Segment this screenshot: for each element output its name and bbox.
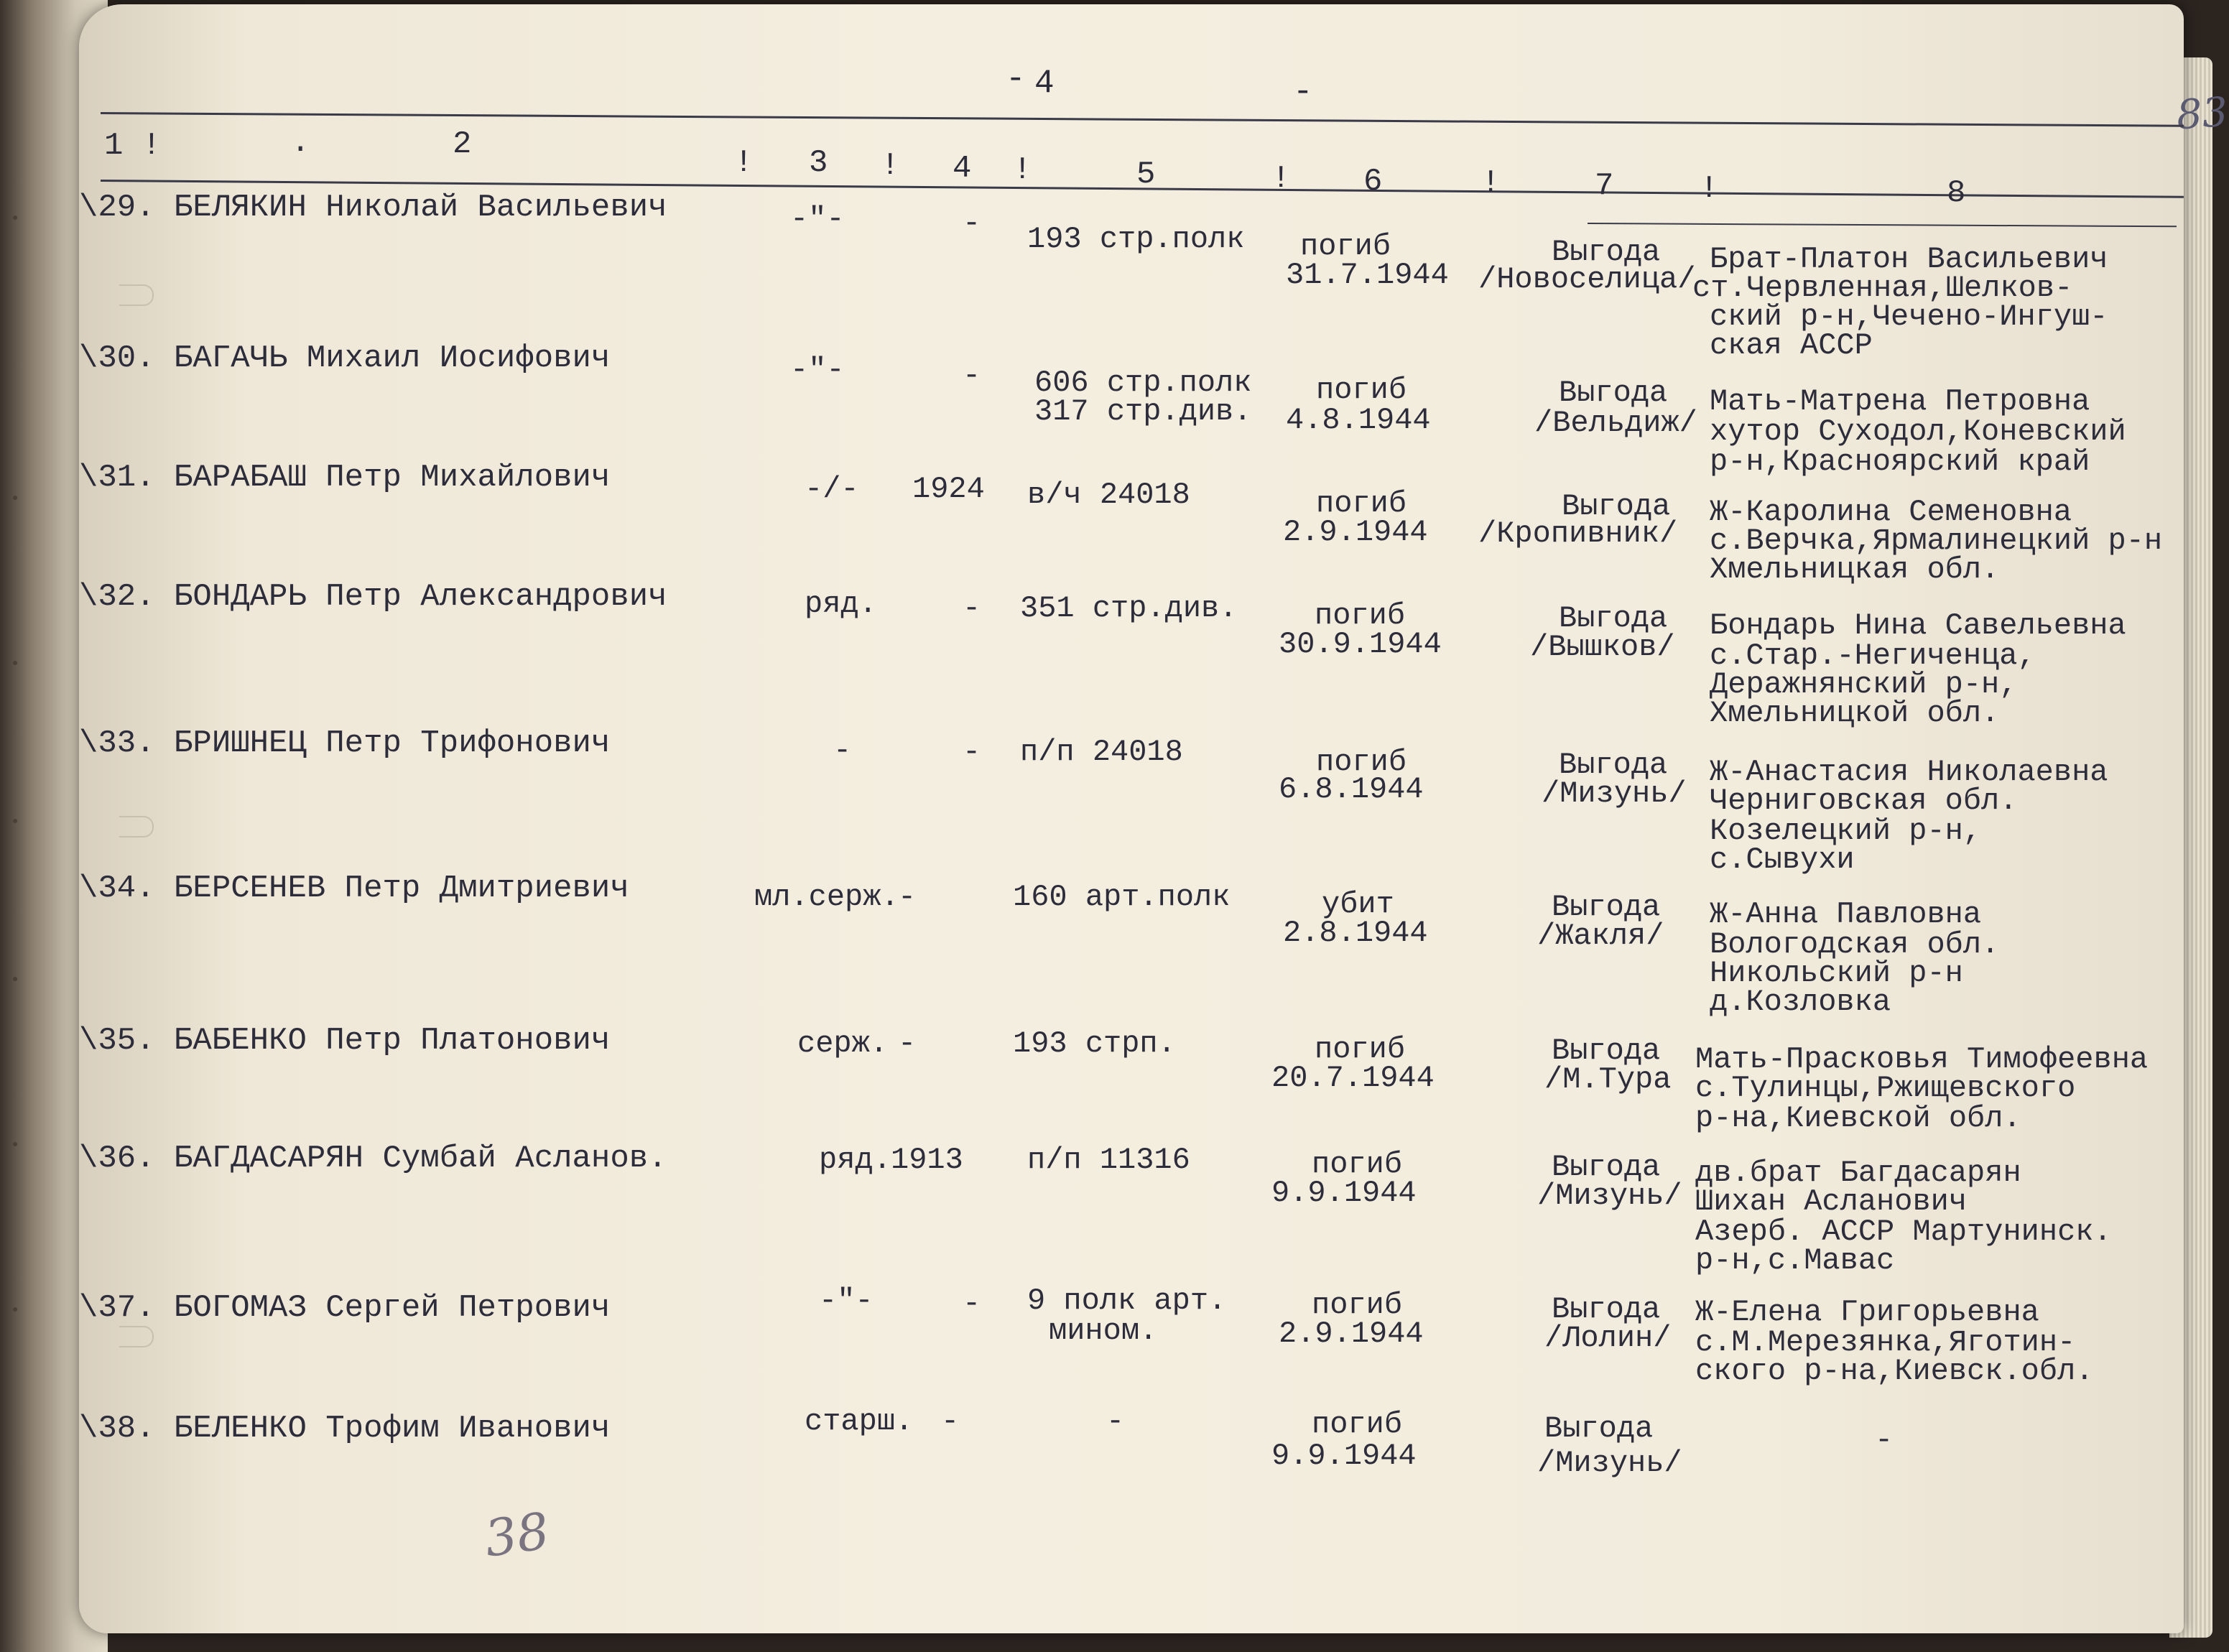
row-number: 35. [98,1023,155,1059]
fate-status: погиб [1315,598,1406,633]
fate-status: погиб [1300,229,1391,264]
rank: старш. [805,1404,914,1439]
birth-year: - [963,206,981,241]
burial-place: Выгода [1559,748,1668,782]
header-col-1: 1 ! [104,128,162,164]
page-number-dash-right: - [1293,73,1313,111]
burial-place: Выгода [1559,601,1668,636]
binding-dot [13,496,17,500]
fate-date: 2.8.1944 [1283,916,1428,950]
row-number: 30. [98,340,155,376]
row-number: 32. [98,579,155,615]
birth-year: - [941,1404,960,1439]
fate-status: убит [1322,887,1394,922]
rank: ряд. [819,1143,891,1177]
row-number: 34. [98,871,155,906]
kin-line: д.Козловка [1710,985,1891,1019]
fate-status: погиб [1312,1407,1403,1442]
row-number: 38. [98,1411,155,1447]
tick-mark: \ [79,460,98,496]
unit-line: 351 стр.див. [1020,591,1238,626]
binding-dot [13,1307,17,1312]
tick-mark: \ [79,1141,98,1177]
binding-stitch [119,816,154,837]
kin-line: Брат-Платон Васильевич [1710,242,2108,277]
person-name: БАРАБАШ Петр Михайлович [174,460,611,496]
header-col-7: 7 [1595,168,1614,204]
tick-mark: \ [79,579,98,615]
row-number: 31. [98,460,155,496]
tick-mark: \ [79,340,98,376]
page-number-dash-left: - [1006,60,1026,98]
burial-village: /Лолин/ [1544,1321,1672,1355]
unit-line: 193 стрп. [1013,1026,1176,1061]
kin-line: Ж-Анна Павловна [1710,897,1982,932]
kin-line: Никольский р-н [1710,956,1963,990]
birth-year: 1924 [912,472,985,506]
fate-date: 30.9.1944 [1279,627,1442,662]
kin-line: Ж-Каролина Семеновна [1710,495,2072,529]
kin-line: Деражнянский р-н, [1710,667,2018,702]
kin-line: Шихан Асланович [1695,1184,1968,1219]
rank: -/- [805,472,859,506]
fate-date: 2.9.1944 [1283,515,1428,549]
binding-dot [13,977,17,981]
kin-line: Бондарь Нина Савельевна [1710,608,2126,643]
kin-line: Ж-Анастасия Николаевна [1710,755,2108,789]
fate-date: 9.9.1944 [1271,1176,1417,1210]
kin-line: дв.брат Багдасарян [1695,1156,2021,1190]
fate-status: погиб [1316,373,1407,407]
header-separator: ! [1700,171,1719,207]
person-name: БОГОМАЗ Сергей Петрович [174,1290,611,1326]
kin-line: Хмельницкая обл. [1710,552,2000,587]
burial-place: Выгода [1552,1292,1661,1327]
kin-line: ст.Червленная,Шелков- [1692,271,2073,305]
rank: мл.серж. [754,880,899,914]
kin-line: р-н,с.Мавас [1695,1243,1895,1278]
fate-status: погиб [1316,486,1407,521]
header-col-3: 3 [809,145,828,181]
burial-village: /Вельдиж/ [1534,406,1697,440]
fate-date: 20.7.1944 [1271,1061,1435,1095]
burial-place: Выгода [1552,890,1661,924]
kin-line: Вологодская обл. [1710,927,2000,962]
fate-date: 31.7.1944 [1286,258,1449,292]
tick-mark: \ [79,1290,98,1326]
kin-line: с.Тулинцы,Ржищевского [1695,1071,2076,1105]
unit-line: 9 полк арт. [1027,1284,1227,1318]
header-separator: ! [1481,165,1501,201]
birth-year: - [898,1026,917,1061]
header-separator: ! [1013,152,1032,188]
birth-year: - [963,1286,981,1321]
unit-line: 317 стр.див. [1034,394,1252,429]
burial-village: /Мизунь/ [1537,1179,1682,1213]
person-name: БАГДАСАРЯН Сумбай Асланов. [174,1141,667,1177]
fate-status: погиб [1316,745,1407,779]
burial-place: Выгода [1559,376,1668,410]
person-name: БЕЛЕНКО Трофим Иванович [174,1411,611,1447]
burial-village: /Мизунь/ [1542,776,1687,811]
burial-village: /Вышков/ [1530,630,1675,664]
unit-line: - [1106,1404,1125,1439]
document-page [79,4,2229,1633]
fate-status: погиб [1315,1032,1406,1067]
rank: серж. [797,1026,889,1061]
row-number: 33. [98,725,155,761]
fate-status: погиб [1312,1147,1403,1182]
kin-line: ский р-н,Чечено-Ингуш- [1710,300,2108,334]
burial-place: Выгода [1562,489,1671,524]
header-top-rule [101,112,2184,127]
row-number: 37. [98,1290,155,1326]
handwritten-tally: 38 [481,1501,553,1569]
rank: -"- [819,1284,873,1318]
unit-line: п/п 24018 [1020,735,1183,769]
kin-line: ского р-на,Киевск.обл. [1695,1354,2094,1388]
header-separator: ! [734,145,754,181]
header-col-5: 5 [1136,157,1156,192]
birth-year: - [963,735,981,769]
person-name: БАБЕНКО Петр Платонович [174,1023,611,1059]
header-col-4: 4 [953,151,972,187]
birth-year: 1913 [891,1143,963,1177]
fate-date: 9.9.1944 [1271,1439,1417,1473]
burial-place: Выгода [1552,235,1661,269]
rank: - [833,733,852,768]
kin-line: Хмельницкой обл. [1710,696,2000,730]
tick-mark: \ [79,1411,98,1447]
tick-mark: \ [79,871,98,906]
rank: -"- [790,202,845,236]
unit-line: п/п 11316 [1027,1143,1190,1177]
tick-mark: \ [79,725,98,761]
kin-line: ская АССР [1710,328,1873,363]
birth-year: - [963,591,981,626]
header-col-2: 2 [453,126,472,162]
header-col-6: 6 [1363,164,1383,200]
kin-line: Мать-Матрена Петровна [1710,384,2090,419]
handwritten-sheet-number: 83 [2174,88,2229,139]
kin-line: с.М.Мерезянка,Яготин- [1695,1325,2076,1360]
row-number: 36. [98,1141,155,1177]
fate-date: 6.8.1944 [1279,772,1424,807]
burial-place: Выгода [1544,1411,1654,1446]
kin-line: с.Сывухи [1710,843,1855,877]
tick-mark: \ [79,190,98,226]
unit-line: в/ч 24018 [1027,478,1190,512]
birth-year: - [898,880,917,914]
fate-status: погиб [1312,1288,1403,1322]
fate-date: 4.8.1944 [1286,403,1431,437]
header-col-8: 8 [1947,175,1966,211]
rank: ряд. [805,587,877,621]
kin-line: Ж-Елена Григорьевна [1695,1295,2039,1330]
birth-year: - [963,358,981,393]
kin-line: р-на,Киевской обл. [1695,1101,2021,1136]
burial-village: /Мизунь/ [1537,1446,1682,1480]
kin-line: с.Стар.-Негиченца, [1710,639,2036,673]
person-name: БАГАЧЬ Михаил Иосифович [174,340,611,376]
unit-line: мином. [1049,1314,1158,1348]
unit-line: 193 стр.полк [1027,222,1245,256]
header-separator: ! [881,148,900,184]
kin-line: Козелецкий р-н, [1710,814,1982,848]
unit-line: 606 стр.полк [1034,366,1252,400]
binding-dot [13,819,17,823]
burial-place: Выгода [1552,1150,1661,1184]
burial-village: /Новоселица/ [1478,262,1696,297]
kin-line: с.Верчка,Ярмалинецкий р-н [1710,524,2163,558]
fate-date: 2.9.1944 [1279,1317,1424,1351]
binding-dot [13,1142,17,1146]
page-number: 4 [1034,65,1055,102]
burial-place: Выгода [1552,1034,1661,1068]
person-name: БЕЛЯКИН Николай Васильевич [174,190,667,226]
kin-line: Черниговская обл. [1710,784,2018,818]
rank: -"- [790,353,845,387]
kin-line: Азерб. АССР Мартунинск. [1695,1215,2112,1249]
kin-line: хутор Суходол,Коневский [1710,414,2126,449]
burial-village: /Жакля/ [1537,919,1664,953]
burial-village: /М.Тура [1544,1062,1672,1097]
person-name: БЕРСЕНЕВ Петр Дмитриевич [174,871,629,906]
tick-mark: \ [79,1023,98,1059]
header-bottom-rule-right [1588,223,2177,227]
kin-line: - [1875,1423,1894,1457]
person-name: БОНДАРЬ Петр Александрович [174,579,667,615]
unit-line: 160 арт.полк [1013,880,1231,914]
binding-stitch [119,284,154,306]
header-separator: ! [1271,161,1291,197]
person-name: БРИШНЕЦ Петр Трифонович [174,725,611,761]
row-number: 29. [98,190,155,226]
binding-dot [13,215,17,220]
kin-line: р-н,Красноярский край [1710,445,2090,479]
binding-dot [13,661,17,665]
kin-line: Мать-Прасковья Тимофеевна [1695,1042,2149,1077]
header-dot: . [291,125,310,161]
binding-stitch [119,1326,154,1347]
burial-village: /Кропивник/ [1478,516,1678,551]
